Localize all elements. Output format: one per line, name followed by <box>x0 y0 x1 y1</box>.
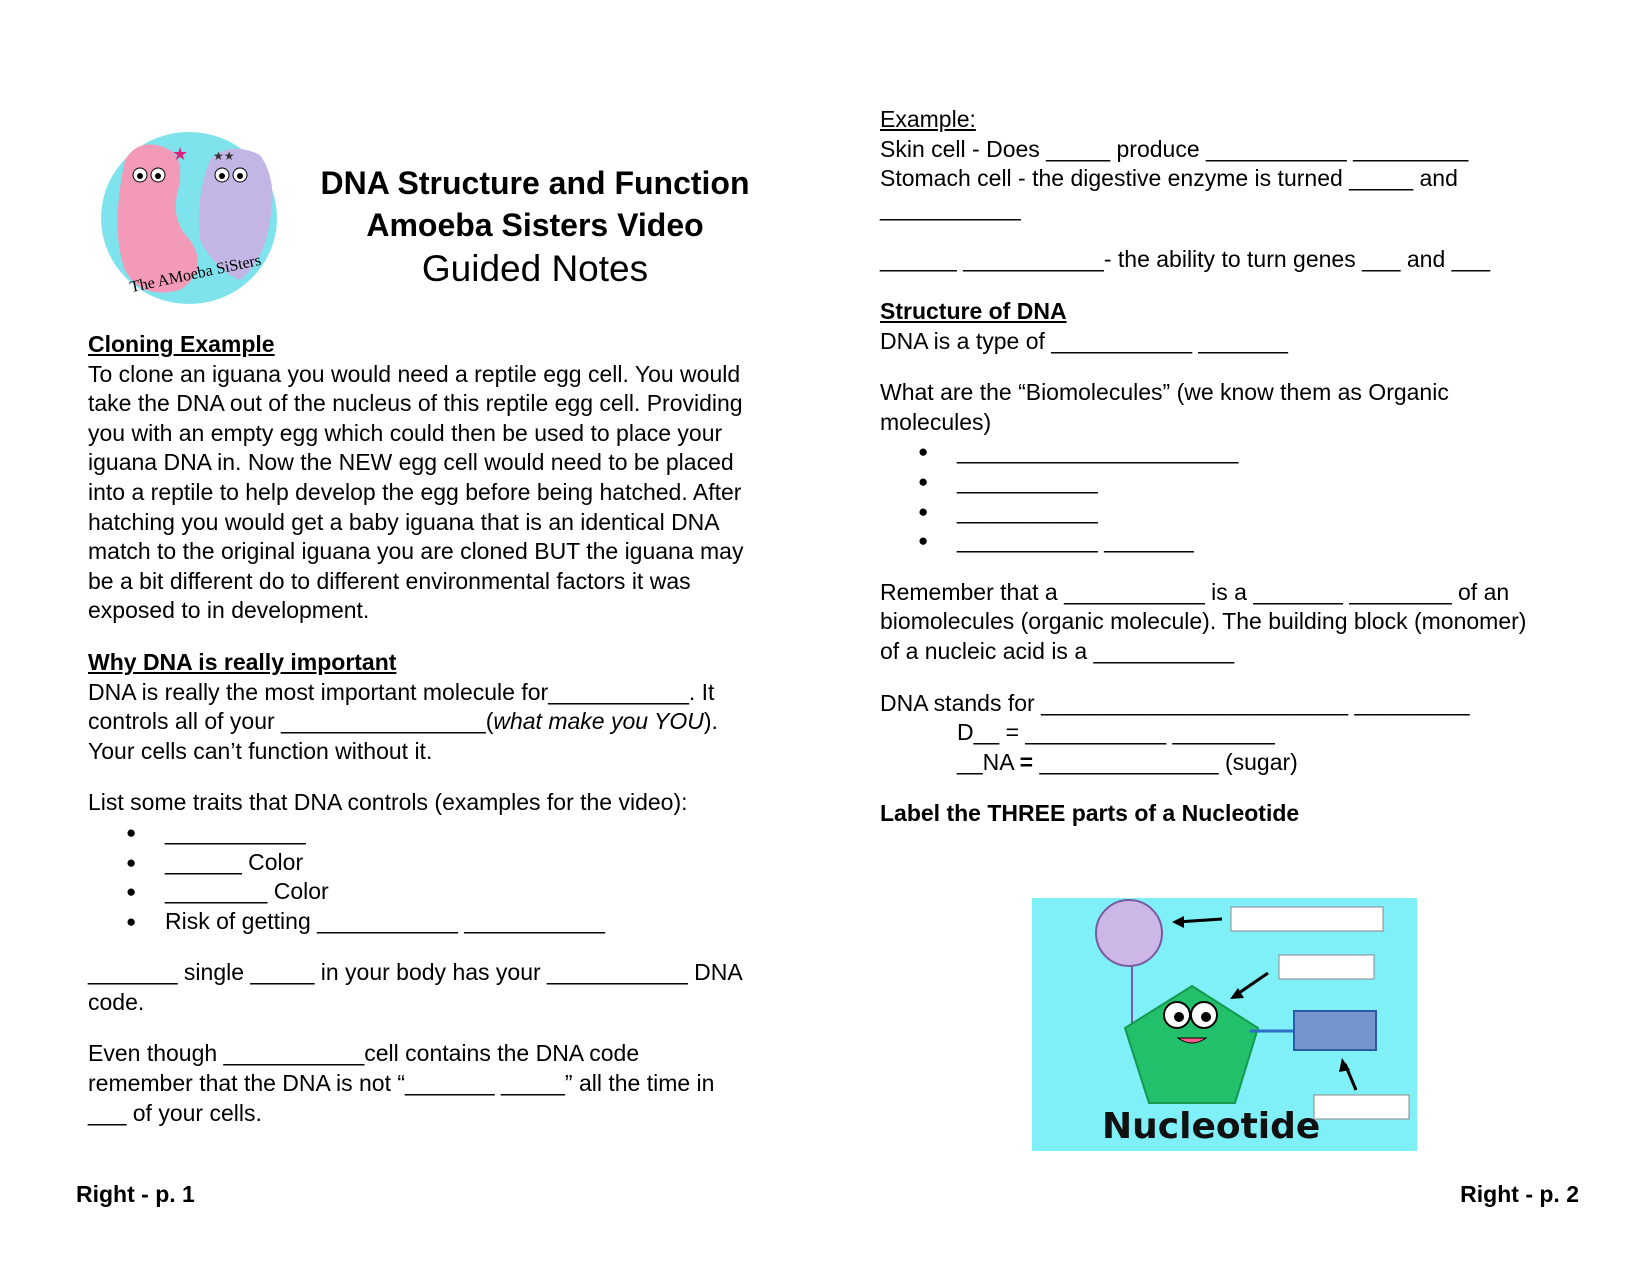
footer-right: Right - p. 2 <box>1460 1181 1579 1207</box>
svg-text:★: ★ <box>172 144 189 164</box>
amoeba-sisters-logo <box>100 130 278 305</box>
nucleotide-diagram <box>1032 898 1417 1151</box>
single-cell-text: _______ single _____ in your body has your ___________ DNA code. <box>88 959 742 1015</box>
na-equals: = <box>1019 748 1034 775</box>
list-item: ● ______________________ <box>880 437 1580 467</box>
gene-line: ______ ___________- the ability to turn genes ___ and ___ <box>880 246 1491 273</box>
page-title <box>300 162 770 292</box>
important-text-1: DNA is really the most important molecule for___________. It controls all of your ________________( <box>88 678 715 735</box>
svg-text:The AMoeba SiSters: The AMoeba SiSters <box>128 251 263 297</box>
list-item: ● ___________ _______ <box>880 526 1580 556</box>
list-item: ● ___________ <box>88 818 768 848</box>
traits-list <box>88 818 768 936</box>
right-column <box>880 105 1580 829</box>
list-item: ● ___________ <box>880 497 1580 527</box>
example-line-1: Skin cell - Does _____ produce ___________ _________ <box>880 135 1469 162</box>
title-line-3: Guided Notes <box>421 248 649 289</box>
na-line <box>880 748 1580 778</box>
traits-intro: List some traits that DNA controls (examples for the video): <box>88 789 688 816</box>
dna-type: DNA is a type of ___________ _______ <box>880 327 1288 354</box>
cloning-text: To clone an iguana you would need a reptile egg cell. You would take the DNA out of the nucleus of this reptile egg cell. Providing you with an empty egg which could then be used to place your iguana DNA in. Now the NEW egg cell would need to be placed into a reptile to help develop the egg before being hatched. After hatching you would get a baby iguana that is an identical DNA match to the original iguana you are cloned BUT the iguana may be a bit different do to different environmental factors it was exposed to in development. <box>88 360 744 624</box>
list-item: ● ________ Color <box>88 877 768 907</box>
even-though-text: Even though ___________cell contains the DNA code remember that the DNA is not “_______ _____” all the time in ___ of your cells. <box>88 1040 715 1126</box>
na-line-a: __NA <box>957 748 1020 775</box>
structure-heading: Structure of DNA <box>880 297 1067 324</box>
title-line-2: Amoeba Sisters Video <box>366 207 704 243</box>
label-heading: Label the THREE parts of a Nucleotide <box>880 800 1300 827</box>
list-item: ● ______ Color <box>88 848 768 878</box>
d-line: D__ = ___________ ________ <box>957 719 1275 746</box>
footer-left: Right - p. 1 <box>76 1181 195 1207</box>
important-heading: Why DNA is really important <box>88 648 397 675</box>
biomolecules-list <box>880 437 1580 555</box>
biomolecules-question: What are the “Biomolecules” (we know them as Organic molecules) <box>880 379 1449 435</box>
example-heading: Example: <box>880 106 976 132</box>
list-item: ● ___________ <box>880 467 1580 497</box>
left-column <box>88 330 768 1128</box>
important-italic: what make you YOU <box>493 708 704 735</box>
na-line-b: ______________ (sugar) <box>1033 748 1298 775</box>
title-line-1: DNA Structure and Function <box>320 165 750 201</box>
list-item: ● Risk of getting ___________ ___________ <box>88 907 768 937</box>
svg-text:Nucleotide: Nucleotide <box>1102 1106 1321 1147</box>
svg-text:★★: ★★ <box>213 149 235 163</box>
remember-text: Remember that a ___________ is a _______ ________ of an biomolecules (organic molecule). The building block (monomer) of a nucleic acid is a ___________ <box>880 578 1527 664</box>
cloning-heading: Cloning Example <box>88 331 275 357</box>
important-text-2: ). Your cells can’t function without it. <box>88 708 718 764</box>
stands-for: DNA stands for ________________________ _________ <box>880 689 1470 716</box>
important-paragraph <box>88 678 748 767</box>
example-line-2: Stomach cell - the digestive enzyme is turned _____ and ___________ <box>880 165 1458 221</box>
